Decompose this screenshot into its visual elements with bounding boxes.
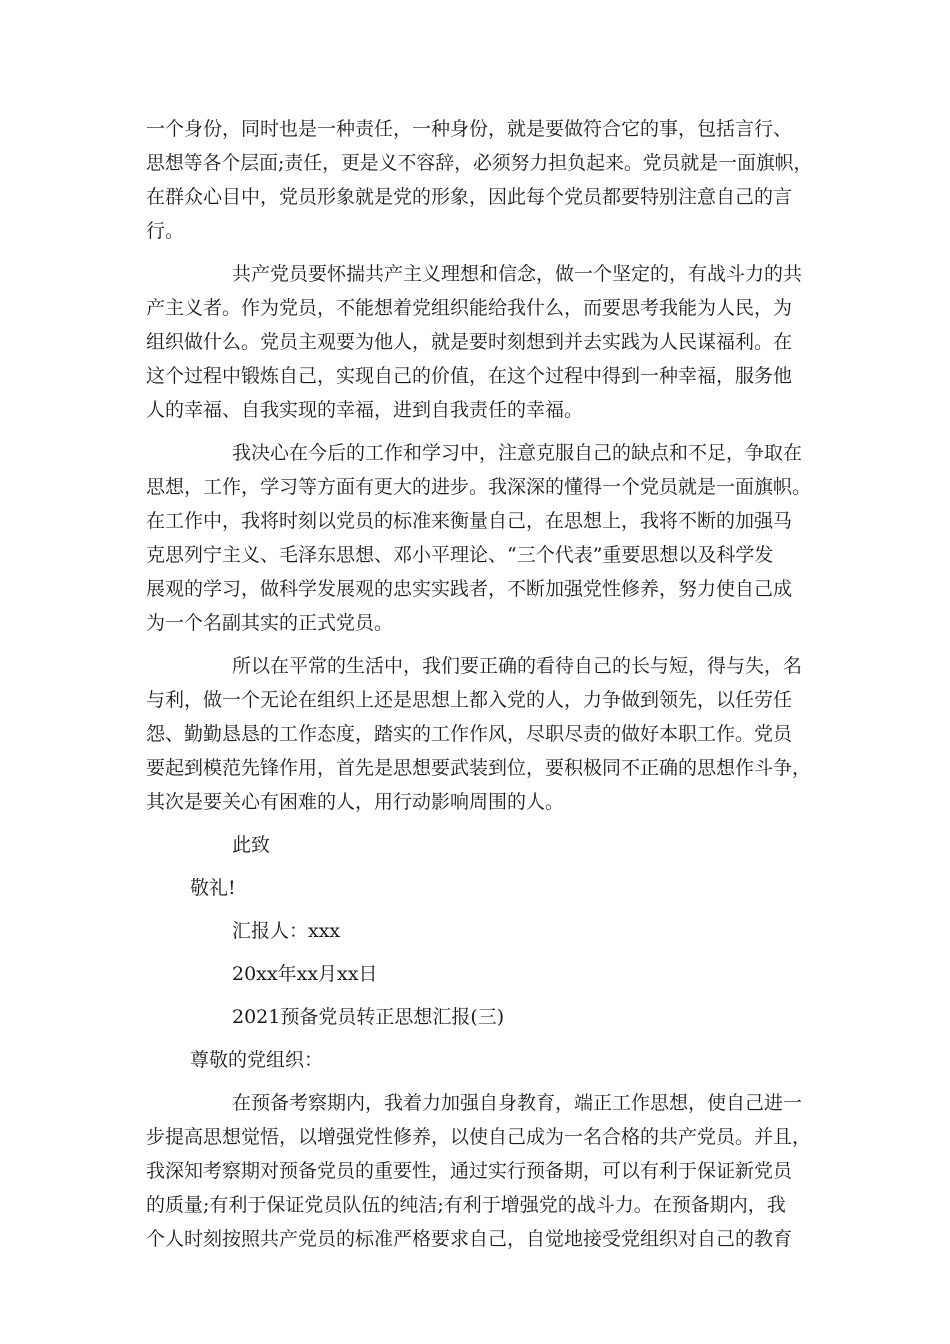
text-line: 与利，做一个无论在组织上还是思想上都入党的人，力争做到领先，以任劳任 bbox=[146, 689, 793, 711]
text-line: 在群众心目中，党员形象就是党的形象，因此每个党员都要特别注意自己的言 bbox=[146, 186, 793, 208]
text-line: 在预备考察期内，我着力加强自身教育，端正工作思想，使自己进一 bbox=[232, 1092, 803, 1114]
salutation: 尊敬的党组织： bbox=[190, 1049, 324, 1071]
salute-text: 敬礼! bbox=[190, 877, 236, 899]
text-line: 一个身份，同时也是一种责任，一种身份，就是要做符合它的事，包括言行、 bbox=[146, 118, 793, 140]
text-line: 怨、勤勤恳恳的工作态度，踏实的工作作风，尽职尽责的做好本职工作。党员 bbox=[146, 723, 793, 745]
text-line: 步提高思想觉悟，以增强党性修养，以使自己成为一名合格的共产党员。并且， bbox=[146, 1126, 812, 1148]
text-line: 要起到模范先锋作用，首先是思想要武装到位，要积极同不正确的思想作斗争， bbox=[146, 757, 812, 779]
text-line: 的质量;有利于保证党员队伍的纯洁;有利于增强党的战斗力。在预备期内，我 bbox=[146, 1194, 786, 1216]
text-line: 这个过程中锻炼自己，实现自己的价值，在这个过程中得到一种幸福，服务他 bbox=[146, 365, 793, 387]
text-line: 我深知考察期对预备党员的重要性，通过实行预备期，可以有利于保证新党员 bbox=[146, 1160, 793, 1182]
text-line: 行。 bbox=[146, 220, 185, 242]
text-line: 为一个名副其实的正式党员。 bbox=[146, 612, 394, 634]
report-date: 20xx年xx月xx日 bbox=[232, 963, 378, 985]
text-line: 人的幸福、自我实现的幸福，进到自我责任的幸福。 bbox=[146, 399, 584, 421]
text-line: 思想，工作，学习等方面有更大的进步。我深深的懂得一个党员就是一面旗帜。 bbox=[146, 476, 812, 498]
closing-text: 此致 bbox=[232, 834, 271, 856]
text-line: 其次是要关心有困难的人，用行动影响周围的人。 bbox=[146, 791, 565, 813]
text-line: 我决心在今后的工作和学习中，注意克服自己的缺点和不足，争取在 bbox=[232, 442, 803, 464]
text-line: 展观的学习，做科学发展观的忠实实践者，不断加强党性修养，努力使自己成 bbox=[146, 578, 793, 600]
text-line: 个人时刻按照共产党员的标准严格要求自己，自觉地接受党组织对自己的教育 bbox=[146, 1228, 793, 1250]
text-line: 思想等各个层面;责任，更是义不容辞，必须努力担负起来。党员就是一面旗帜， bbox=[146, 152, 813, 174]
text-line: 共产党员要怀揣共产主义理想和信念，做一个坚定的，有战斗力的共 bbox=[232, 263, 803, 285]
text-line: 克思列宁主义、毛泽东思想、邓小平理论、“三个代表”重要思想以及科学发 bbox=[146, 544, 774, 566]
section-title: 2021预备党员转正思想汇报(三) bbox=[232, 1006, 505, 1028]
text-line: 在工作中，我将时刻以党员的标准来衡量自己，在思想上，我将不断的加强马 bbox=[146, 510, 793, 532]
text-line: 所以在平常的生活中，我们要正确的看待自己的长与短，得与失，名 bbox=[232, 655, 803, 677]
reporter-signature: 汇报人：xxx bbox=[232, 920, 341, 942]
text-line: 组织做什么。党员主观要为他人，就是要时刻想到并去实践为人民谋福利。在 bbox=[146, 331, 793, 353]
text-line: 产主义者。作为党员，不能想着党组织能给我什么，而要思考我能为人民，为 bbox=[146, 297, 793, 319]
